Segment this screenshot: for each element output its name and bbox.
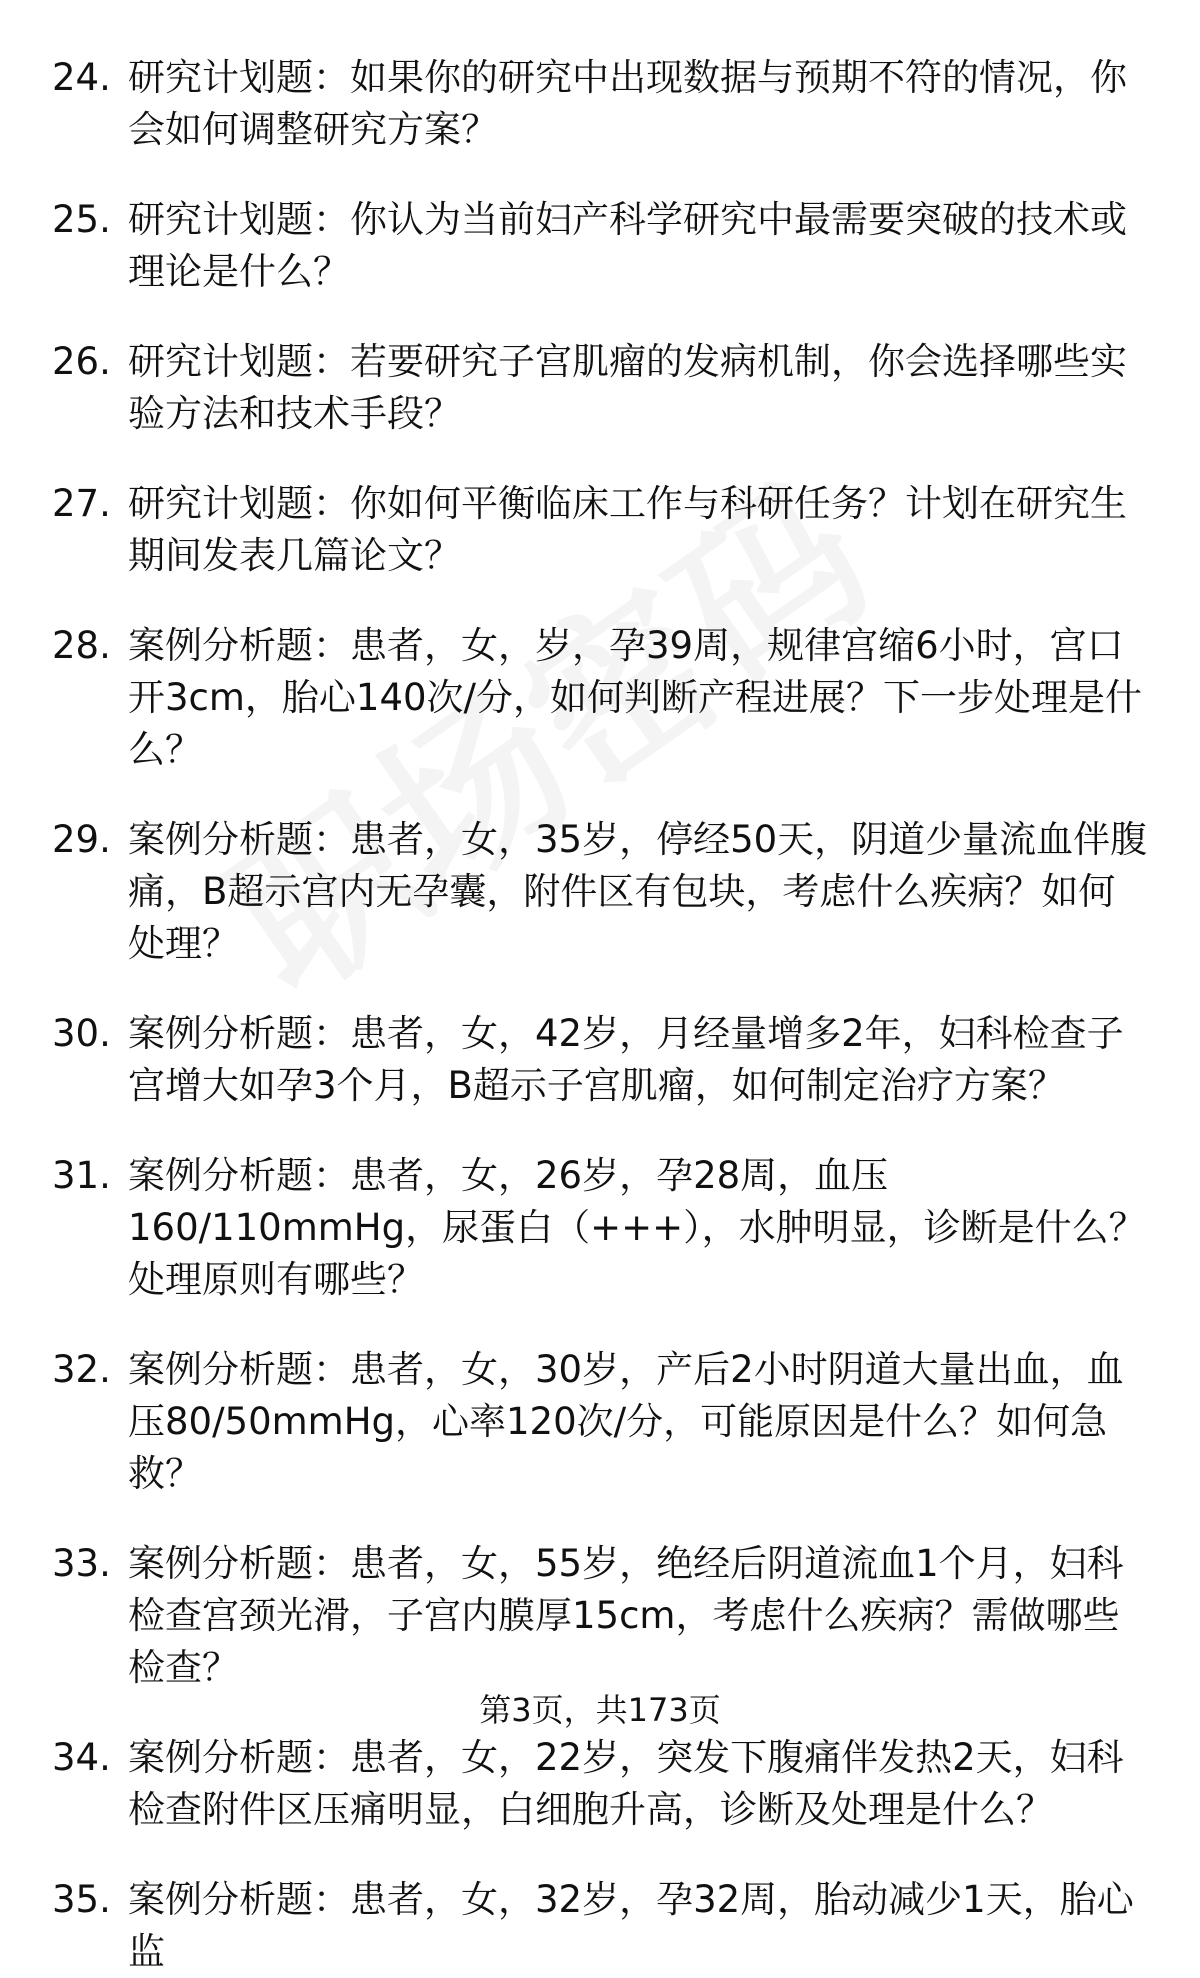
question-item (0, 620, 1200, 776)
question-text: 研究计划题：你认为当前妇产科学研究中最需要突破的技术或理论是什么？ (128, 198, 1127, 293)
question-text: 案例分析题：患者，女，32岁，孕32周，胎动减少1天，胎心监 (128, 1878, 1134, 1973)
question-item (0, 1344, 1200, 1500)
question-item (0, 336, 1200, 440)
question-number: 29. (52, 818, 111, 861)
question-number: 30. (52, 1012, 111, 1055)
question-item (0, 52, 1200, 156)
question-number: 31. (52, 1154, 111, 1197)
question-item (0, 1008, 1200, 1112)
question-number: 34. (52, 1736, 111, 1779)
question-item (0, 814, 1200, 970)
question-text: 案例分析题：患者，女，22岁，突发下腹痛伴发热2天，妇科检查附件区压痛明显，白细胞升高，诊断及处理是什么？ (128, 1736, 1124, 1831)
question-text: 案例分析题：患者，女，30岁，产后2小时阴道大量出血，血压80/50mmHg，心率120次/分，可能原因是什么？如何急救？ (128, 1348, 1124, 1495)
question-item (0, 1732, 1200, 1836)
question-number: 32. (52, 1348, 111, 1391)
question-text: 案例分析题：患者，女，岁，孕39周，规律宫缩6小时，宫口开3cm，胎心140次/分，如何判断产程进展？下一步处理是什么？ (128, 624, 1143, 771)
question-text: 研究计划题：若要研究子宫肌瘤的发病机制，你会选择哪些实验方法和技术手段？ (128, 340, 1127, 435)
question-text: 研究计划题：你如何平衡临床工作与科研任务？计划在研究生期间发表几篇论文？ (128, 482, 1127, 577)
question-text: 研究计划题：如果你的研究中出现数据与预期不符的情况，你会如何调整研究方案？ (128, 56, 1127, 151)
question-number: 28. (52, 624, 111, 667)
question-text: 案例分析题：患者，女，35岁，停经50天，阴道少量流血伴腹痛，B超示宫内无孕囊，附件区有包块，考虑什么疾病？如何处理？ (128, 818, 1148, 965)
question-text: 案例分析题：患者，女，26岁，孕28周，血压160/110mmHg，尿蛋白（+++），水肿明显，诊断是什么？处理原则有哪些？ (128, 1154, 1146, 1301)
question-number: 35. (52, 1878, 111, 1921)
question-item (0, 1874, 1200, 1978)
question-item (0, 1150, 1200, 1306)
page-footer: 第3页，共173页 (479, 1691, 721, 1729)
question-item (0, 194, 1200, 298)
question-number: 26. (52, 340, 111, 383)
question-item (0, 478, 1200, 582)
question-text: 案例分析题：患者，女，42岁，月经量增多2年，妇科检查子宫增大如孕3个月，B超示子宫肌瘤，如何制定治疗方案？ (128, 1012, 1124, 1107)
question-item (0, 1538, 1200, 1694)
question-number: 27. (52, 482, 111, 525)
question-text: 案例分析题：患者，女，55岁，绝经后阴道流血1个月，妇科检查宫颈光滑，子宫内膜厚15cm，考虑什么疾病？需做哪些检查？ (128, 1542, 1124, 1689)
question-number: 33. (52, 1542, 111, 1585)
question-number: 25. (52, 198, 111, 241)
question-number: 24. (52, 56, 111, 99)
